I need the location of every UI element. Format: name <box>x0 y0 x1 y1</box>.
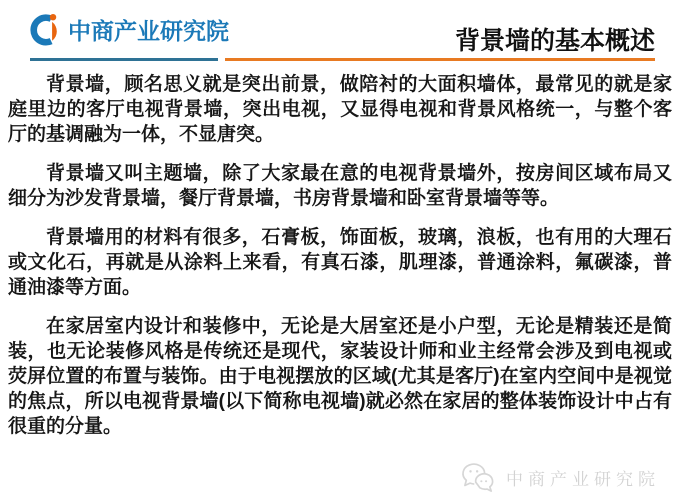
paragraph-2: 背景墙又叫主题墙，除了大家最在意的电视背景墙外，按房间区域布局又细分为沙发背景墙，餐厅背景墙，书房背景墙和卧室背景墙等等。 <box>8 163 672 209</box>
paragraph-1: 背景墙，顾名思义就是突出前景，做陪衬的大面积墙体，最常见的就是家庭里边的客厅电视背景墙，突出电视，又显得电视和背景风格统一，与整个客厅的基调融为一体，不显唐突。 <box>8 74 672 145</box>
wechat-icon <box>460 461 498 493</box>
content <box>8 72 672 453</box>
company-logo <box>28 11 229 47</box>
company-logo-icon <box>28 11 62 47</box>
divider-orange-segment <box>225 58 655 61</box>
paragraph-4: 在家居室内设计和装修中，无论是大居室还是小户型，无论是精装还是简装，也无论装修风格是传统还是现代，家装设计师和业主经常会涉及到电视或荧屏位置的布置与装饰。由于电视摆放的区域(尤其是客厅)在室内空间中是视觉的焦点，所以电视背景墙(以下简称电视墙)就必然在家居的整体装饰设计中占有很重的分量。 <box>8 316 672 437</box>
company-logo-text: 中商产业研究院 <box>68 17 229 44</box>
header <box>0 0 680 63</box>
watermark <box>460 461 660 493</box>
divider-gap <box>218 58 225 61</box>
divider-blue-segment <box>30 58 218 61</box>
header-divider <box>30 58 655 61</box>
watermark-text: 中商产业研究院 <box>506 469 660 489</box>
paragraph-3: 背景墙用的材料有很多，石膏板，饰面板，玻璃，浪板，也有用的大理石或文化石，再就是从涂料上来看，有真石漆，肌理漆，普通涂料，氟碳漆，普通油漆等方面。 <box>8 227 672 298</box>
page-title: 背景墙的基本概述 <box>454 27 655 55</box>
